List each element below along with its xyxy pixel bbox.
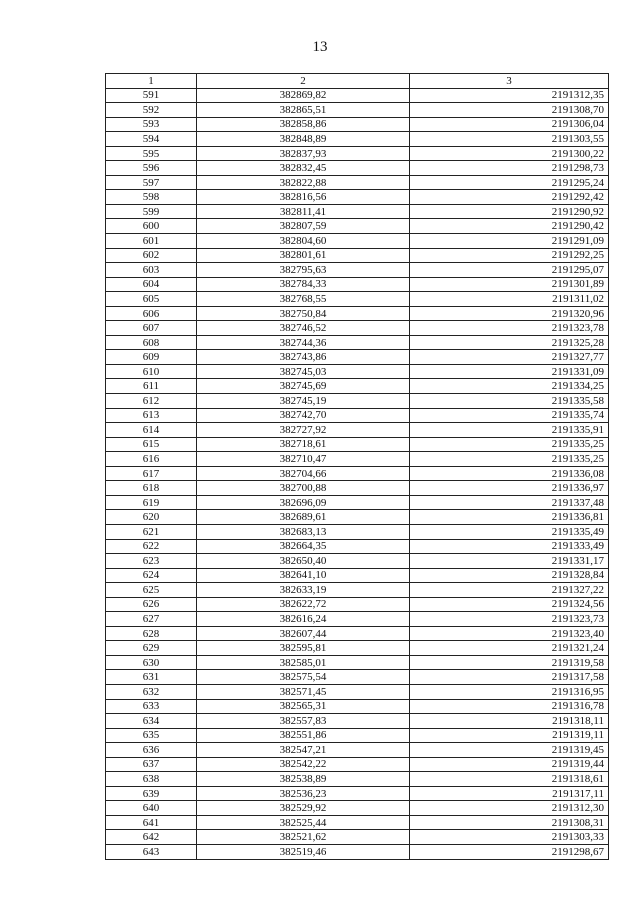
point-number-cell: 594 <box>106 132 197 147</box>
x-coordinate-cell: 382718,61 <box>197 437 410 452</box>
y-coordinate-cell: 2191323,40 <box>410 626 609 641</box>
table-row <box>106 830 609 845</box>
point-number-cell: 609 <box>106 350 197 365</box>
table-row <box>106 175 609 190</box>
x-coordinate-cell: 382869,82 <box>197 88 410 103</box>
y-coordinate-cell: 2191335,25 <box>410 437 609 452</box>
x-coordinate-cell: 382811,41 <box>197 204 410 219</box>
table-row <box>106 844 609 859</box>
table-row <box>106 539 609 554</box>
point-number-cell: 598 <box>106 190 197 205</box>
x-coordinate-cell: 382745,69 <box>197 379 410 394</box>
point-number-cell: 629 <box>106 641 197 656</box>
point-number-cell: 620 <box>106 510 197 525</box>
x-coordinate-cell: 382746,52 <box>197 321 410 336</box>
x-coordinate-cell: 382837,93 <box>197 146 410 161</box>
point-number-cell: 638 <box>106 772 197 787</box>
y-coordinate-cell: 2191292,42 <box>410 190 609 205</box>
y-coordinate-cell: 2191327,22 <box>410 583 609 598</box>
y-coordinate-cell: 2191324,56 <box>410 597 609 612</box>
x-coordinate-cell: 382565,31 <box>197 699 410 714</box>
y-coordinate-cell: 2191320,96 <box>410 306 609 321</box>
point-number-cell: 614 <box>106 423 197 438</box>
x-coordinate-cell: 382801,61 <box>197 248 410 263</box>
x-coordinate-cell: 382585,01 <box>197 655 410 670</box>
point-number-cell: 643 <box>106 844 197 859</box>
y-coordinate-cell: 2191295,07 <box>410 263 609 278</box>
table-row <box>106 481 609 496</box>
y-coordinate-cell: 2191317,58 <box>410 670 609 685</box>
x-coordinate-cell: 382745,03 <box>197 364 410 379</box>
table-row <box>106 786 609 801</box>
y-coordinate-cell: 2191335,74 <box>410 408 609 423</box>
y-coordinate-cell: 2191319,45 <box>410 743 609 758</box>
table-row <box>106 612 609 627</box>
point-number-cell: 595 <box>106 146 197 161</box>
point-number-cell: 640 <box>106 801 197 816</box>
point-number-cell: 596 <box>106 161 197 176</box>
x-coordinate-cell: 382816,56 <box>197 190 410 205</box>
y-coordinate-cell: 2191327,77 <box>410 350 609 365</box>
x-coordinate-cell: 382547,21 <box>197 743 410 758</box>
x-coordinate-cell: 382571,45 <box>197 684 410 699</box>
y-coordinate-cell: 2191295,24 <box>410 175 609 190</box>
table-body <box>106 88 609 859</box>
point-number-cell: 619 <box>106 495 197 510</box>
x-coordinate-cell: 382641,10 <box>197 568 410 583</box>
table-row <box>106 583 609 598</box>
table-row <box>106 364 609 379</box>
point-number-cell: 616 <box>106 452 197 467</box>
point-number-cell: 622 <box>106 539 197 554</box>
x-coordinate-cell: 382727,92 <box>197 423 410 438</box>
table-row <box>106 597 609 612</box>
x-coordinate-cell: 382557,83 <box>197 714 410 729</box>
point-number-cell: 631 <box>106 670 197 685</box>
table-row <box>106 204 609 219</box>
table-row <box>106 394 609 409</box>
table-row <box>106 815 609 830</box>
x-coordinate-cell: 382743,86 <box>197 350 410 365</box>
point-number-cell: 613 <box>106 408 197 423</box>
table-row <box>106 117 609 132</box>
y-coordinate-cell: 2191336,08 <box>410 466 609 481</box>
x-coordinate-cell: 382822,88 <box>197 175 410 190</box>
y-coordinate-cell: 2191311,02 <box>410 292 609 307</box>
y-coordinate-cell: 2191337,48 <box>410 495 609 510</box>
table-row <box>106 452 609 467</box>
x-coordinate-cell: 382768,55 <box>197 292 410 307</box>
x-coordinate-cell: 382784,33 <box>197 277 410 292</box>
point-number-cell: 608 <box>106 335 197 350</box>
x-coordinate-cell: 382683,13 <box>197 524 410 539</box>
x-coordinate-cell: 382858,86 <box>197 117 410 132</box>
table-row <box>106 714 609 729</box>
x-coordinate-cell: 382807,59 <box>197 219 410 234</box>
y-coordinate-cell: 2191308,70 <box>410 103 609 118</box>
y-coordinate-cell: 2191317,11 <box>410 786 609 801</box>
y-coordinate-cell: 2191303,55 <box>410 132 609 147</box>
table-row <box>106 408 609 423</box>
table-row <box>106 248 609 263</box>
point-number-cell: 627 <box>106 612 197 627</box>
y-coordinate-cell: 2191292,25 <box>410 248 609 263</box>
table-row <box>106 554 609 569</box>
point-number-cell: 637 <box>106 757 197 772</box>
point-number-cell: 612 <box>106 394 197 409</box>
y-coordinate-cell: 2191319,44 <box>410 757 609 772</box>
x-coordinate-cell: 382595,81 <box>197 641 410 656</box>
x-coordinate-cell: 382616,24 <box>197 612 410 627</box>
x-coordinate-cell: 382633,19 <box>197 583 410 598</box>
x-coordinate-cell: 382795,63 <box>197 263 410 278</box>
point-number-cell: 639 <box>106 786 197 801</box>
point-number-cell: 605 <box>106 292 197 307</box>
point-number-cell: 636 <box>106 743 197 758</box>
point-number-cell: 633 <box>106 699 197 714</box>
table-row <box>106 350 609 365</box>
point-number-cell: 611 <box>106 379 197 394</box>
table-header-row <box>106 74 609 89</box>
table-row <box>106 510 609 525</box>
point-number-cell: 604 <box>106 277 197 292</box>
point-number-cell: 606 <box>106 306 197 321</box>
column-header-point-number: 1 <box>106 74 197 89</box>
x-coordinate-cell: 382622,72 <box>197 597 410 612</box>
y-coordinate-cell: 2191319,11 <box>410 728 609 743</box>
table-row <box>106 263 609 278</box>
point-number-cell: 618 <box>106 481 197 496</box>
point-number-cell: 600 <box>106 219 197 234</box>
point-number-cell: 599 <box>106 204 197 219</box>
y-coordinate-cell: 2191298,67 <box>410 844 609 859</box>
table-row <box>106 699 609 714</box>
x-coordinate-cell: 382710,47 <box>197 452 410 467</box>
table-row <box>106 423 609 438</box>
x-coordinate-cell: 382865,51 <box>197 103 410 118</box>
point-number-cell: 642 <box>106 830 197 845</box>
y-coordinate-cell: 2191312,35 <box>410 88 609 103</box>
x-coordinate-cell: 382650,40 <box>197 554 410 569</box>
point-number-cell: 624 <box>106 568 197 583</box>
table-row <box>106 757 609 772</box>
x-coordinate-cell: 382519,46 <box>197 844 410 859</box>
x-coordinate-cell: 382832,45 <box>197 161 410 176</box>
table-row <box>106 466 609 481</box>
table-row <box>106 321 609 336</box>
y-coordinate-cell: 2191319,58 <box>410 655 609 670</box>
y-coordinate-cell: 2191308,31 <box>410 815 609 830</box>
table-row <box>106 684 609 699</box>
y-coordinate-cell: 2191306,04 <box>410 117 609 132</box>
x-coordinate-cell: 382848,89 <box>197 132 410 147</box>
x-coordinate-cell: 382745,19 <box>197 394 410 409</box>
x-coordinate-cell: 382744,36 <box>197 335 410 350</box>
table-row <box>106 234 609 249</box>
y-coordinate-cell: 2191333,49 <box>410 539 609 554</box>
x-coordinate-cell: 382607,44 <box>197 626 410 641</box>
y-coordinate-cell: 2191336,81 <box>410 510 609 525</box>
point-number-cell: 641 <box>106 815 197 830</box>
point-number-cell: 630 <box>106 655 197 670</box>
x-coordinate-cell: 382804,60 <box>197 234 410 249</box>
table-row <box>106 743 609 758</box>
table-row <box>106 190 609 205</box>
y-coordinate-cell: 2191300,22 <box>410 146 609 161</box>
table-row <box>106 801 609 816</box>
y-coordinate-cell: 2191335,91 <box>410 423 609 438</box>
x-coordinate-cell: 382750,84 <box>197 306 410 321</box>
y-coordinate-cell: 2191335,25 <box>410 452 609 467</box>
point-number-cell: 617 <box>106 466 197 481</box>
y-coordinate-cell: 2191312,30 <box>410 801 609 816</box>
point-number-cell: 602 <box>106 248 197 263</box>
point-number-cell: 591 <box>106 88 197 103</box>
table-row <box>106 437 609 452</box>
y-coordinate-cell: 2191335,49 <box>410 524 609 539</box>
table-row <box>106 772 609 787</box>
point-number-cell: 603 <box>106 263 197 278</box>
table-row <box>106 277 609 292</box>
y-coordinate-cell: 2191290,42 <box>410 219 609 234</box>
point-number-cell: 621 <box>106 524 197 539</box>
y-coordinate-cell: 2191316,78 <box>410 699 609 714</box>
y-coordinate-cell: 2191334,25 <box>410 379 609 394</box>
table-row <box>106 292 609 307</box>
point-number-cell: 628 <box>106 626 197 641</box>
column-header-y: 3 <box>410 74 609 89</box>
x-coordinate-cell: 382696,09 <box>197 495 410 510</box>
table-row <box>106 146 609 161</box>
point-number-cell: 592 <box>106 103 197 118</box>
y-coordinate-cell: 2191316,95 <box>410 684 609 699</box>
x-coordinate-cell: 382575,54 <box>197 670 410 685</box>
table-row <box>106 568 609 583</box>
point-number-cell: 632 <box>106 684 197 699</box>
y-coordinate-cell: 2191331,09 <box>410 364 609 379</box>
point-number-cell: 593 <box>106 117 197 132</box>
y-coordinate-cell: 2191318,11 <box>410 714 609 729</box>
table-row <box>106 132 609 147</box>
table-row <box>106 335 609 350</box>
point-number-cell: 610 <box>106 364 197 379</box>
x-coordinate-cell: 382664,35 <box>197 539 410 554</box>
table-row <box>106 495 609 510</box>
point-number-cell: 634 <box>106 714 197 729</box>
y-coordinate-cell: 2191301,89 <box>410 277 609 292</box>
point-number-cell: 625 <box>106 583 197 598</box>
x-coordinate-cell: 382700,88 <box>197 481 410 496</box>
table-row <box>106 626 609 641</box>
x-coordinate-cell: 382525,44 <box>197 815 410 830</box>
y-coordinate-cell: 2191290,92 <box>410 204 609 219</box>
y-coordinate-cell: 2191331,17 <box>410 554 609 569</box>
x-coordinate-cell: 382704,66 <box>197 466 410 481</box>
y-coordinate-cell: 2191336,97 <box>410 481 609 496</box>
table-row <box>106 728 609 743</box>
y-coordinate-cell: 2191323,78 <box>410 321 609 336</box>
y-coordinate-cell: 2191323,73 <box>410 612 609 627</box>
y-coordinate-cell: 2191318,61 <box>410 772 609 787</box>
point-number-cell: 635 <box>106 728 197 743</box>
point-number-cell: 607 <box>106 321 197 336</box>
y-coordinate-cell: 2191328,84 <box>410 568 609 583</box>
point-number-cell: 601 <box>106 234 197 249</box>
coordinates-table <box>105 73 609 860</box>
y-coordinate-cell: 2191298,73 <box>410 161 609 176</box>
table-row <box>106 670 609 685</box>
table-row <box>106 219 609 234</box>
y-coordinate-cell: 2191335,58 <box>410 394 609 409</box>
x-coordinate-cell: 382542,22 <box>197 757 410 772</box>
x-coordinate-cell: 382521,62 <box>197 830 410 845</box>
point-number-cell: 597 <box>106 175 197 190</box>
table-row <box>106 88 609 103</box>
table-row <box>106 655 609 670</box>
page-number: 13 <box>312 39 328 55</box>
x-coordinate-cell: 382529,92 <box>197 801 410 816</box>
y-coordinate-cell: 2191291,09 <box>410 234 609 249</box>
x-coordinate-cell: 382551,86 <box>197 728 410 743</box>
point-number-cell: 623 <box>106 554 197 569</box>
table-row <box>106 103 609 118</box>
table-row <box>106 379 609 394</box>
point-number-cell: 626 <box>106 597 197 612</box>
table-row <box>106 306 609 321</box>
table-row <box>106 524 609 539</box>
x-coordinate-cell: 382538,89 <box>197 772 410 787</box>
x-coordinate-cell: 382536,23 <box>197 786 410 801</box>
y-coordinate-cell: 2191325,28 <box>410 335 609 350</box>
x-coordinate-cell: 382689,61 <box>197 510 410 525</box>
table-row <box>106 641 609 656</box>
y-coordinate-cell: 2191303,33 <box>410 830 609 845</box>
column-header-x: 2 <box>197 74 410 89</box>
y-coordinate-cell: 2191321,24 <box>410 641 609 656</box>
point-number-cell: 615 <box>106 437 197 452</box>
table-row <box>106 161 609 176</box>
x-coordinate-cell: 382742,70 <box>197 408 410 423</box>
